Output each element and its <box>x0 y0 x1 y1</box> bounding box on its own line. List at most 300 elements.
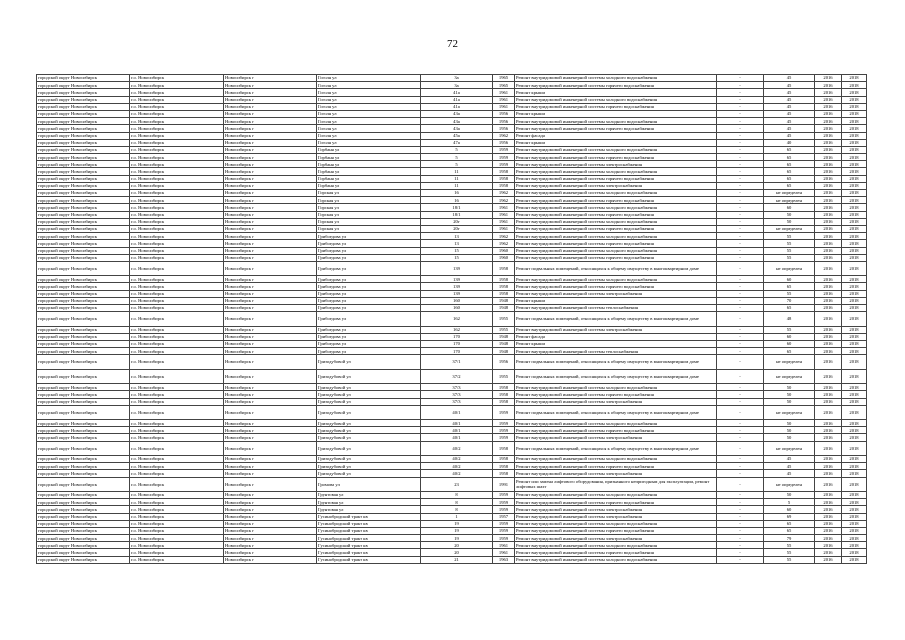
build-year-cell: 1958 <box>493 398 515 405</box>
dash-cell-cell: - <box>717 240 764 247</box>
locality-cell: Новосибирск г <box>224 340 317 347</box>
year-to-cell: 2018 <box>842 276 867 283</box>
year-from-cell: 2016 <box>815 520 842 527</box>
wear-percent-cell: 45 <box>764 110 815 117</box>
wear-percent-cell: не определен <box>764 477 815 491</box>
year-to-cell: 2018 <box>842 348 867 355</box>
table-row <box>37 355 867 369</box>
year-to-cell: 2018 <box>842 549 867 556</box>
work-type-cell: Ремонт внутридомовой инженерной системы электроснабжения <box>515 398 717 405</box>
municipality-cell: г.о. Новосибирск <box>130 211 224 218</box>
house-number-cell: 40/2 <box>421 456 493 463</box>
locality-cell: Новосибирск г <box>224 261 317 275</box>
year-to-cell: 2018 <box>842 89 867 96</box>
house-number-cell: 139 <box>421 283 493 290</box>
dash-cell-cell: - <box>717 513 764 520</box>
locality-cell: Новосибирск г <box>224 96 317 103</box>
table-row <box>37 542 867 549</box>
house-number-cell: 170 <box>421 348 493 355</box>
street-cell: Гризодубовой ул <box>317 384 421 391</box>
table-row <box>37 75 867 82</box>
municipality-cell: г.о. Новосибирск <box>130 427 224 434</box>
wear-percent-cell: 50 <box>764 420 815 427</box>
work-type-cell: Ремонт подвальных помещений, относящихся к общему имуществу в многоквартирном доме <box>515 355 717 369</box>
year-to-cell: 2018 <box>842 427 867 434</box>
house-number-cell: 139 <box>421 276 493 283</box>
table-row <box>37 254 867 261</box>
house-number-cell: 11 <box>421 168 493 175</box>
year-from-cell: 2016 <box>815 168 842 175</box>
wear-percent-cell: 45 <box>764 103 815 110</box>
municipal-district-cell: городской округ Новосибирск <box>37 211 130 218</box>
municipal-district-cell: городской округ Новосибирск <box>37 233 130 240</box>
street-cell: Горская ул <box>317 190 421 197</box>
dash-cell-cell: - <box>717 225 764 232</box>
municipality-cell: г.о. Новосибирск <box>130 146 224 153</box>
municipal-district-cell: городской округ Новосибирск <box>37 190 130 197</box>
locality-cell: Новосибирск г <box>224 132 317 139</box>
wear-percent-cell: 69 <box>764 513 815 520</box>
municipality-cell: г.о. Новосибирск <box>130 110 224 117</box>
municipality-cell: г.о. Новосибирск <box>130 491 224 498</box>
work-type-cell: Ремонт внутридомовой инженерной системы горячего водоснабжения <box>515 125 717 132</box>
year-to-cell: 2018 <box>842 290 867 297</box>
locality-cell: Новосибирск г <box>224 247 317 254</box>
street-cell: Гризодубовой ул <box>317 391 421 398</box>
house-number-cell: 11 <box>421 175 493 182</box>
year-from-cell: 2016 <box>815 499 842 506</box>
build-year-cell: 1959 <box>493 520 515 527</box>
locality-cell: Новосибирск г <box>224 398 317 405</box>
house-number-cell: 170 <box>421 333 493 340</box>
wear-percent-cell: 65 <box>764 520 815 527</box>
wear-percent-cell: 45 <box>764 125 815 132</box>
year-to-cell: 2018 <box>842 506 867 513</box>
municipality-cell: г.о. Новосибирск <box>130 520 224 527</box>
wear-percent-cell: 50 <box>764 427 815 434</box>
dash-cell-cell: - <box>717 470 764 477</box>
municipality-cell: г.о. Новосибирск <box>130 225 224 232</box>
table-row <box>37 513 867 520</box>
municipal-district-cell: городской округ Новосибирск <box>37 340 130 347</box>
year-to-cell: 2018 <box>842 420 867 427</box>
work-type-cell: Ремонт внутридомовой инженерной системы холодного водоснабжения <box>515 233 717 240</box>
build-year-cell: 1955 <box>493 312 515 326</box>
table-row <box>37 247 867 254</box>
table-row <box>37 146 867 153</box>
work-type-cell: Ремонт внутридомовой инженерной системы электроснабжения <box>515 513 717 520</box>
year-from-cell: 2016 <box>815 542 842 549</box>
municipal-district-cell: городской округ Новосибирск <box>37 247 130 254</box>
work-type-cell: Ремонт внутридомовой инженерной системы горячего водоснабжения <box>515 499 717 506</box>
wear-percent-cell: 48 <box>764 312 815 326</box>
year-to-cell: 2018 <box>842 470 867 477</box>
municipal-district-cell: городской округ Новосибирск <box>37 175 130 182</box>
build-year-cell: 1959 <box>493 146 515 153</box>
year-to-cell: 2018 <box>842 211 867 218</box>
wear-percent-cell: 50 <box>764 218 815 225</box>
house-number-cell: 15 <box>421 254 493 261</box>
work-type-cell: Ремонт фасада <box>515 333 717 340</box>
work-type-cell: Ремонт внутридомовой инженерной системы горячего водоснабжения <box>515 527 717 534</box>
build-year-cell: 1958 <box>493 391 515 398</box>
dash-cell-cell: - <box>717 420 764 427</box>
table-row <box>37 305 867 312</box>
house-number-cell: 41а <box>421 96 493 103</box>
municipality-cell: г.о. Новосибирск <box>130 240 224 247</box>
municipal-district-cell: городской округ Новосибирск <box>37 369 130 383</box>
year-to-cell: 2018 <box>842 139 867 146</box>
street-cell: Горбаня ул <box>317 175 421 182</box>
year-from-cell: 2016 <box>815 556 842 563</box>
locality-cell: Новосибирск г <box>224 348 317 355</box>
street-cell: Горская ул <box>317 197 421 204</box>
street-cell: Грибоедова ул <box>317 312 421 326</box>
year-to-cell: 2018 <box>842 369 867 383</box>
year-from-cell: 2016 <box>815 305 842 312</box>
wear-percent-cell: 45 <box>764 463 815 470</box>
municipal-district-cell: городской округ Новосибирск <box>37 283 130 290</box>
year-to-cell: 2018 <box>842 312 867 326</box>
build-year-cell: 1956 <box>493 125 515 132</box>
house-number-cell: 16 <box>421 197 493 204</box>
year-from-cell: 2016 <box>815 190 842 197</box>
municipal-district-cell: городской округ Новосибирск <box>37 96 130 103</box>
table-row <box>37 261 867 275</box>
house-number-cell: 18/1 <box>421 211 493 218</box>
street-cell: Гоголя ул <box>317 103 421 110</box>
dash-cell-cell: - <box>717 355 764 369</box>
wear-percent-cell: 55 <box>764 233 815 240</box>
work-type-cell: Ремонт внутридомовой инженерной системы холодного водоснабжения <box>515 204 717 211</box>
build-year-cell: 1958 <box>493 456 515 463</box>
house-number-cell: 139 <box>421 261 493 275</box>
municipality-cell: г.о. Новосибирск <box>130 326 224 333</box>
municipal-district-cell: городской округ Новосибирск <box>37 110 130 117</box>
street-cell: Грибоедова ул <box>317 326 421 333</box>
municipal-district-cell: городской округ Новосибирск <box>37 103 130 110</box>
dash-cell-cell: - <box>717 82 764 89</box>
wear-percent-cell: 65 <box>764 146 815 153</box>
house-number-cell: 160 <box>421 305 493 312</box>
locality-cell: Новосибирск г <box>224 110 317 117</box>
municipality-cell: г.о. Новосибирск <box>130 556 224 563</box>
house-number-cell: 45а <box>421 132 493 139</box>
dash-cell-cell: - <box>717 233 764 240</box>
year-from-cell: 2016 <box>815 326 842 333</box>
build-year-cell: 1958 <box>493 276 515 283</box>
work-type-cell: Ремонт внутридомовой инженерной системы холодного водоснабжения <box>515 146 717 153</box>
street-cell: Горбаня ул <box>317 161 421 168</box>
municipal-district-cell: городской округ Новосибирск <box>37 204 130 211</box>
year-from-cell: 2016 <box>815 527 842 534</box>
house-number-cell: 162 <box>421 312 493 326</box>
street-cell: Гризодубовой ул <box>317 405 421 419</box>
municipality-cell: г.о. Новосибирск <box>130 168 224 175</box>
municipal-district-cell: городской округ Новосибирск <box>37 348 130 355</box>
build-year-cell: 1962 <box>493 240 515 247</box>
work-type-cell: Ремонт внутридомовой инженерной системы холодного водоснабжения <box>515 276 717 283</box>
table-row <box>37 420 867 427</box>
year-to-cell: 2018 <box>842 535 867 542</box>
year-from-cell: 2016 <box>815 391 842 398</box>
wear-percent-cell: 45 <box>764 82 815 89</box>
year-from-cell: 2016 <box>815 182 842 189</box>
work-type-cell: Ремонт внутридомовой инженерной системы горячего водоснабжения <box>515 463 717 470</box>
wear-percent-cell: 50 <box>764 398 815 405</box>
wear-percent-cell: 79 <box>764 535 815 542</box>
municipality-cell: г.о. Новосибирск <box>130 542 224 549</box>
work-type-cell: Ремонт подвальных помещений, относящихся к общему имуществу в многоквартирном доме <box>515 369 717 383</box>
locality-cell: Новосибирск г <box>224 305 317 312</box>
locality-cell: Новосибирск г <box>224 283 317 290</box>
year-from-cell: 2016 <box>815 225 842 232</box>
dash-cell-cell: - <box>717 427 764 434</box>
house-number-cell: 3а <box>421 82 493 89</box>
wear-percent-cell: 55 <box>764 549 815 556</box>
build-year-cell: 1961 <box>493 204 515 211</box>
dash-cell-cell: - <box>717 125 764 132</box>
wear-percent-cell: не определен <box>764 405 815 419</box>
year-from-cell: 2016 <box>815 204 842 211</box>
locality-cell: Новосибирск г <box>224 506 317 513</box>
municipal-district-cell: городской округ Новосибирск <box>37 333 130 340</box>
municipality-cell: г.о. Новосибирск <box>130 290 224 297</box>
build-year-cell: 1955 <box>493 326 515 333</box>
wear-percent-cell: 70 <box>764 297 815 304</box>
year-from-cell: 2016 <box>815 513 842 520</box>
house-number-cell: 40/2 <box>421 463 493 470</box>
municipal-district-cell: городской округ Новосибирск <box>37 491 130 498</box>
year-to-cell: 2018 <box>842 132 867 139</box>
house-number-cell: 20г <box>421 225 493 232</box>
locality-cell: Новосибирск г <box>224 175 317 182</box>
locality-cell: Новосибирск г <box>224 491 317 498</box>
year-to-cell: 2018 <box>842 326 867 333</box>
dash-cell-cell: - <box>717 434 764 441</box>
work-type-cell: Ремонт внутридомовой инженерной системы холодного водоснабжения <box>515 384 717 391</box>
build-year-cell: 1965 <box>493 82 515 89</box>
year-from-cell: 2016 <box>815 405 842 419</box>
build-year-cell: 1959 <box>493 506 515 513</box>
year-to-cell: 2018 <box>842 154 867 161</box>
year-from-cell: 2016 <box>815 254 842 261</box>
build-year-cell: 1959 <box>493 420 515 427</box>
wear-percent-cell: 45 <box>764 470 815 477</box>
build-year-cell: 1957 <box>493 513 515 520</box>
house-number-cell: 162 <box>421 326 493 333</box>
year-to-cell: 2018 <box>842 463 867 470</box>
municipal-district-cell: городской округ Новосибирск <box>37 506 130 513</box>
municipality-cell: г.о. Новосибирск <box>130 154 224 161</box>
year-from-cell: 2016 <box>815 312 842 326</box>
work-type-cell: Ремонт внутридомовой инженерной системы холодного водоснабжения <box>515 456 717 463</box>
build-year-cell: 1961 <box>493 96 515 103</box>
wear-percent-cell: не определен <box>764 225 815 232</box>
year-from-cell: 2016 <box>815 369 842 383</box>
year-to-cell: 2018 <box>842 398 867 405</box>
work-type-cell: Ремонт внутридомовой инженерной системы горячего водоснабжения <box>515 283 717 290</box>
wear-percent-cell: 65 <box>764 154 815 161</box>
house-number-cell: 170 <box>421 340 493 347</box>
work-type-cell: Ремонт внутридомовой инженерной системы горячего водоснабжения <box>515 240 717 247</box>
build-year-cell: 1958 <box>493 463 515 470</box>
year-to-cell: 2018 <box>842 297 867 304</box>
house-number-cell: 40/2 <box>421 470 493 477</box>
municipal-district-cell: городской округ Новосибирск <box>37 326 130 333</box>
street-cell: Горская ул <box>317 204 421 211</box>
municipal-district-cell: городской округ Новосибирск <box>37 463 130 470</box>
municipality-cell: г.о. Новосибирск <box>130 549 224 556</box>
build-year-cell: 1961 <box>493 225 515 232</box>
year-from-cell: 2016 <box>815 96 842 103</box>
year-to-cell: 2018 <box>842 182 867 189</box>
locality-cell: Новосибирск г <box>224 470 317 477</box>
house-number-cell: 19 <box>421 527 493 534</box>
dash-cell-cell: - <box>717 391 764 398</box>
municipality-cell: г.о. Новосибирск <box>130 369 224 383</box>
house-number-cell: 13 <box>421 240 493 247</box>
build-year-cell: 1959 <box>493 499 515 506</box>
municipal-district-cell: городской округ Новосибирск <box>37 82 130 89</box>
build-year-cell: 1958 <box>493 470 515 477</box>
year-from-cell: 2016 <box>815 348 842 355</box>
build-year-cell: 1958 <box>493 283 515 290</box>
work-type-cell: Ремонт внутридомовой инженерной системы холодного водоснабжения <box>515 75 717 82</box>
build-year-cell: 1959 <box>493 405 515 419</box>
year-to-cell: 2018 <box>842 254 867 261</box>
wear-percent-cell: 65 <box>764 283 815 290</box>
year-from-cell: 2016 <box>815 161 842 168</box>
house-number-cell: 160 <box>421 297 493 304</box>
municipality-cell: г.о. Новосибирск <box>130 89 224 96</box>
municipality-cell: г.о. Новосибирск <box>130 254 224 261</box>
street-cell: Горская ул <box>317 218 421 225</box>
municipality-cell: г.о. Новосибирск <box>130 506 224 513</box>
municipality-cell: г.о. Новосибирск <box>130 441 224 455</box>
work-type-cell: Ремонт внутридомовой инженерной системы холодного водоснабжения <box>515 190 717 197</box>
table-row <box>37 441 867 455</box>
street-cell: Гусинобродский тракт кв <box>317 549 421 556</box>
table-row <box>37 405 867 419</box>
municipality-cell: г.о. Новосибирск <box>130 398 224 405</box>
year-from-cell: 2016 <box>815 384 842 391</box>
work-type-cell: Ремонт внутридомовой инженерной системы холодного водоснабжения <box>515 118 717 125</box>
locality-cell: Новосибирск г <box>224 254 317 261</box>
year-to-cell: 2018 <box>842 391 867 398</box>
locality-cell: Новосибирск г <box>224 197 317 204</box>
table-row <box>37 89 867 96</box>
build-year-cell: 1958 <box>493 290 515 297</box>
table-row <box>37 312 867 326</box>
street-cell: Горбаня ул <box>317 146 421 153</box>
wear-percent-cell: 65 <box>764 168 815 175</box>
house-number-cell: 19 <box>421 520 493 527</box>
street-cell: Гусинобродский тракт кв <box>317 542 421 549</box>
year-from-cell: 2016 <box>815 549 842 556</box>
municipal-district-cell: городской округ Новосибирск <box>37 197 130 204</box>
work-type-cell: Ремонт внутридомовой инженерной системы горячего водоснабжения <box>515 225 717 232</box>
municipal-district-cell: городской округ Новосибирск <box>37 542 130 549</box>
year-to-cell: 2018 <box>842 233 867 240</box>
dash-cell-cell: - <box>717 527 764 534</box>
work-type-cell: Ремонт подвальных помещений, относящихся к общему имуществу в многоквартирном доме <box>515 441 717 455</box>
dash-cell-cell: - <box>717 204 764 211</box>
locality-cell: Новосибирск г <box>224 312 317 326</box>
municipality-cell: г.о. Новосибирск <box>130 132 224 139</box>
year-from-cell: 2016 <box>815 477 842 491</box>
municipal-district-cell: городской округ Новосибирск <box>37 154 130 161</box>
wear-percent-cell: не определен <box>764 197 815 204</box>
house-number-cell: 40/1 <box>421 434 493 441</box>
street-cell: Горбаня ул <box>317 168 421 175</box>
year-from-cell: 2016 <box>815 441 842 455</box>
street-cell: Гоголя ул <box>317 82 421 89</box>
street-cell: Грибоедова ул <box>317 290 421 297</box>
street-cell: Гусинобродский тракт кв <box>317 535 421 542</box>
locality-cell: Новосибирск г <box>224 549 317 556</box>
municipal-district-cell: городской округ Новосибирск <box>37 161 130 168</box>
locality-cell: Новосибирск г <box>224 463 317 470</box>
wear-percent-cell: не определен <box>764 441 815 455</box>
year-from-cell: 2016 <box>815 75 842 82</box>
year-to-cell: 2018 <box>842 305 867 312</box>
build-year-cell: 1962 <box>493 233 515 240</box>
work-type-cell: Ремонт подвальных помещений, относящихся к общему имуществу в многоквартирном доме <box>515 261 717 275</box>
year-from-cell: 2016 <box>815 175 842 182</box>
wear-percent-cell: 60 <box>764 506 815 513</box>
year-from-cell: 2016 <box>815 290 842 297</box>
street-cell: Грибоедова ул <box>317 233 421 240</box>
house-number-cell: 8 <box>421 499 493 506</box>
street-cell: Гоголя ул <box>317 139 421 146</box>
house-number-cell: 37/2 <box>421 369 493 383</box>
house-number-cell: 40/1 <box>421 405 493 419</box>
municipal-district-cell: городской округ Новосибирск <box>37 470 130 477</box>
year-to-cell: 2018 <box>842 240 867 247</box>
dash-cell-cell: - <box>717 139 764 146</box>
wear-percent-cell: 50 <box>764 384 815 391</box>
municipal-district-cell: городской округ Новосибирск <box>37 549 130 556</box>
work-type-cell: Ремонт внутридомовой инженерной системы горячего водоснабжения <box>515 549 717 556</box>
table-row <box>37 154 867 161</box>
municipality-cell: г.о. Новосибирск <box>130 204 224 211</box>
table-row <box>37 276 867 283</box>
wear-percent-cell: 45 <box>764 118 815 125</box>
street-cell: Гоголя ул <box>317 89 421 96</box>
table-row <box>37 110 867 117</box>
dash-cell-cell: - <box>717 283 764 290</box>
year-to-cell: 2018 <box>842 556 867 563</box>
street-cell: Грибоедова ул <box>317 333 421 340</box>
year-to-cell: 2018 <box>842 96 867 103</box>
wear-percent-cell: 60 <box>764 340 815 347</box>
house-number-cell: 47а <box>421 139 493 146</box>
build-year-cell: 1958 <box>493 384 515 391</box>
table-row <box>37 96 867 103</box>
street-cell: Горская ул <box>317 225 421 232</box>
municipality-cell: г.о. Новосибирск <box>130 384 224 391</box>
table-row <box>37 477 867 491</box>
locality-cell: Новосибирск г <box>224 154 317 161</box>
house-number-cell: 8 <box>421 491 493 498</box>
municipal-district-cell: городской округ Новосибирск <box>37 182 130 189</box>
locality-cell: Новосибирск г <box>224 168 317 175</box>
house-number-cell: 37/1 <box>421 355 493 369</box>
municipal-district-cell: городской округ Новосибирск <box>37 254 130 261</box>
year-from-cell: 2016 <box>815 283 842 290</box>
house-number-cell: 15 <box>421 247 493 254</box>
